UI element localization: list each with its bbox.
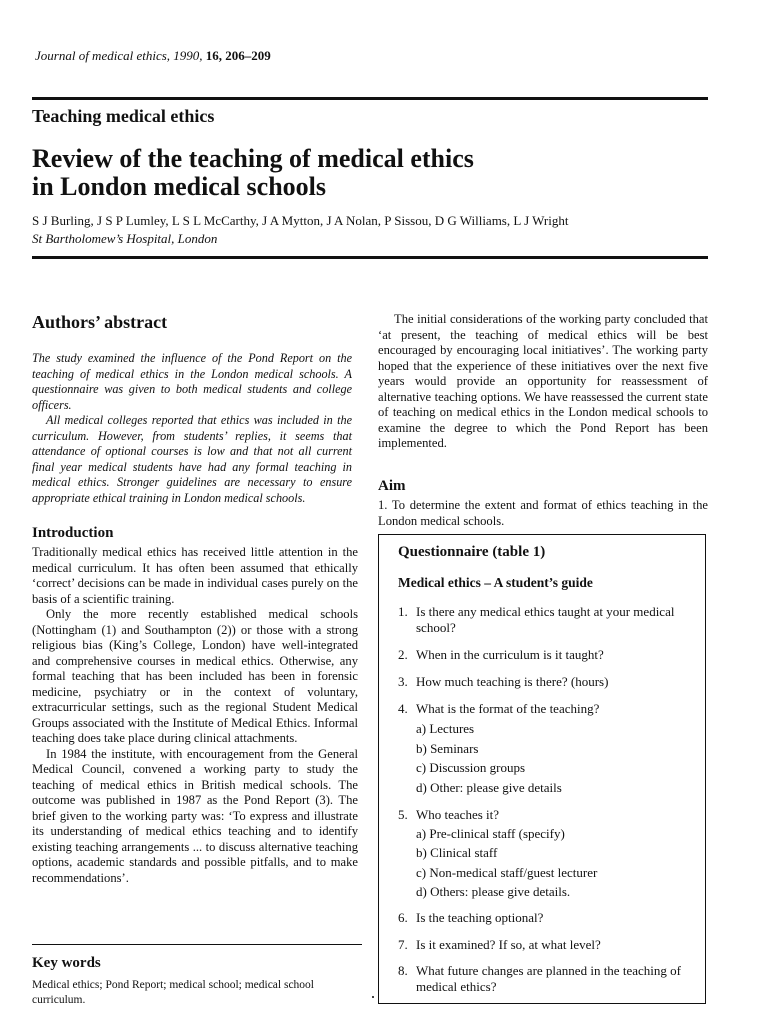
option-item: c) Discussion groups [416, 760, 526, 775]
question-text: Who teaches it? [416, 807, 500, 822]
print-speck [372, 996, 374, 998]
abstract-body [32, 351, 352, 506]
question-number: 2. [398, 647, 408, 662]
keywords-heading: Key words [32, 955, 101, 971]
keywords-rule [32, 944, 362, 945]
intro-paragraph: In 1984 the institute, with encouragement from the General Medical Council, convened a working party to study the teaching of medical ethics in British medical schools. The outcome was published in 1987 as the Pond Report (3). The brief given to the working party was: ‘To express and illustrate its understanding of medical ethics teaching and to identify existing teaching arrangements ... to discuss alternative teaching options, academic standards and possible pitfalls, and to make recommendations’. [32, 746, 358, 885]
question-text: How much teaching is there? (hours) [416, 674, 609, 689]
affiliation: St Bartholomew’s Hospital, London [32, 231, 218, 246]
question-number: 1. [398, 604, 408, 619]
option-item: b) Seminars [416, 741, 479, 756]
title-line-1: Review of the teaching of medical ethics [32, 144, 474, 173]
intro-paragraph: Only the more recently established medical schools (Nottingham (1) and Southampton (2)) or those with a strong religious bias (King’s College, London) have well-integrated and comprehensive courses in medical ethics. Otherwise, any formal teaching that has been included has been in forensic medicine, psychiatry or in the context of voluntary, extracurricular settings, such as the regional Student Medical Groups associated with the Institute of Medical Ethics. Informal teaching does take place during clinical attachments. [32, 607, 358, 745]
option-item: a) Pre-clinical staff (specify) [416, 826, 565, 841]
title-line-2: in London medical schools [32, 172, 327, 201]
question-number: 8. [398, 963, 408, 978]
question-number: 5. [398, 807, 408, 822]
questionnaire-subtitle: Medical ethics – A student’s guide [398, 575, 593, 590]
journal-name: Journal of medical ethics, [35, 48, 171, 63]
authors: S J Burling, J S P Lumley, L S L McCarthy, J A Mytton, J A Nolan, P Sissou, D G Williams, L J Wright [32, 213, 569, 228]
abstract-paragraph: The study examined the influence of the Pond Report on the teaching of medical ethics in the London medical schools. A questionnaire was given to both medical students and college officers. [32, 351, 352, 412]
option-item: d) Others: please give details. [416, 884, 571, 899]
questionnaire-title: Questionnaire (table 1) [398, 544, 546, 560]
question-text: Is there any medical ethics taught at your medical school? [416, 604, 675, 635]
journal-year: 1990, [173, 48, 203, 63]
journal-pages: 206–209 [225, 48, 271, 63]
abstract-paragraph: All medical colleges reported that ethics was included in the curriculum. However, from students’ replies, it seems that attendance of optional courses is low and that not all current final year medical students have had any formal teaching in medical ethics. Stronger guidelines are necessary to ensure appropriate ethical training in London medical schools. [32, 413, 352, 505]
aim-heading: Aim [378, 478, 406, 494]
keywords-text: Medical ethics; Pond Report; medical school; medical school curriculum. [32, 979, 315, 1006]
section-label: Teaching medical ethics [32, 106, 215, 126]
article-title [32, 145, 712, 201]
right-column-paragraph: The initial considerations of the working party concluded that ‘at present, the teaching of medical ethics will be best encouraged by encouraging local initiatives’. The working party hoped that the experience of these initiatives over the next five years would provide an opportunity for reassessment of alternative teaching options. We have reassessed the current state of teaching on medical ethics in the London medical schools to examine the degree to which the Pond Report has been implemented. [378, 312, 708, 450]
journal-volume: 16, [205, 48, 223, 63]
option-item: a) Lectures [416, 721, 475, 736]
question-number: 7. [398, 937, 408, 952]
question-text: Is it examined? If so, at what level? [416, 937, 601, 952]
option-item: b) Clinical staff [416, 845, 498, 860]
question-number: 3. [398, 674, 408, 689]
question-number: 6. [398, 910, 408, 925]
abstract-heading: Authors’ abstract [32, 312, 168, 332]
question-text: What future changes are planned in the teaching of medical ethics? [416, 963, 681, 994]
title-rule [32, 256, 708, 259]
introduction-body [32, 545, 358, 886]
header-rule [32, 97, 708, 100]
question-number: 4. [398, 701, 408, 716]
intro-paragraph: Traditionally medical ethics has received little attention in the medical curriculum. It has often been assumed that ethically ‘correct’ decisions can be made in individual cases purely on the basis of a scientific training. [32, 545, 358, 606]
question-text: Is the teaching optional? [416, 910, 544, 925]
aim-text: 1. To determine the extent and format of ethics teaching in the London medical schools. [378, 498, 708, 528]
journal-citation [35, 48, 271, 64]
introduction-heading: Introduction [32, 525, 114, 541]
option-item: d) Other: please give details [416, 780, 562, 795]
option-item: c) Non-medical staff/guest lecturer [416, 865, 598, 880]
question-text: What is the format of the teaching? [416, 701, 600, 716]
question-text: When in the curriculum is it taught? [416, 647, 604, 662]
